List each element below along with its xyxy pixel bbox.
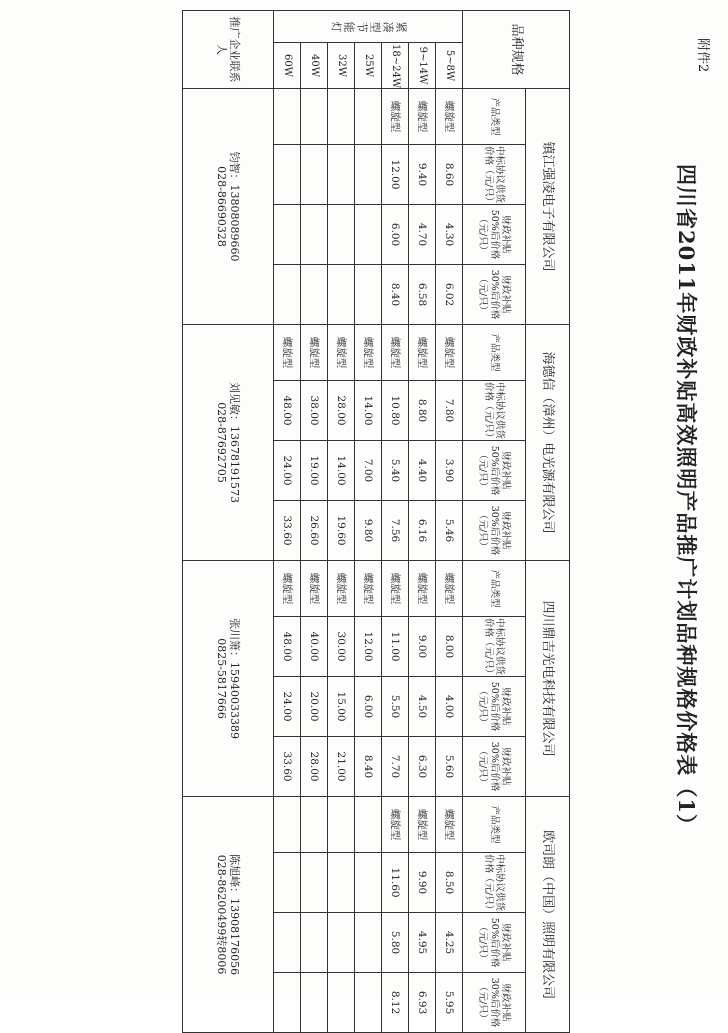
company-header: 四川鼎吉光电科技有限公司 <box>526 561 570 797</box>
product-type-cell: 螺旋型 <box>409 325 436 381</box>
price-cell: 3.90 <box>436 441 463 501</box>
contact-row <box>183 11 274 1033</box>
product-type-cell <box>328 797 355 853</box>
price-cell: 7.80 <box>436 381 463 441</box>
price-cell: 8.40 <box>382 265 409 325</box>
company-header: 镇江强凌电子有限公司 <box>526 89 570 325</box>
product-type-cell <box>328 89 355 145</box>
wattage-spec: 40W <box>301 43 328 89</box>
contact-cell <box>183 89 274 325</box>
price-cell: 9.90 <box>409 853 436 913</box>
price-cell: 19.00 <box>301 441 328 501</box>
wattage-spec: 25W <box>355 43 382 89</box>
product-type-cell: 螺旋型 <box>436 797 463 853</box>
price-cell: 5.60 <box>436 737 463 797</box>
product-type-cell: 螺旋型 <box>355 325 382 381</box>
product-type-cell: 螺旋型 <box>409 89 436 145</box>
price-cell <box>301 973 328 1033</box>
price-cell <box>355 145 382 205</box>
product-type-cell: 螺旋型 <box>274 325 301 381</box>
price-cell <box>355 913 382 973</box>
price-cell <box>328 913 355 973</box>
subsidy-50-header: 财政补贴50%后价格（元/只） <box>463 913 526 973</box>
category-label: 紧凑型节能灯 <box>274 11 463 43</box>
price-cell: 4.50 <box>409 677 436 737</box>
product-type-cell: 螺旋型 <box>274 561 301 617</box>
contact-telephone: 0825-5817666 <box>215 638 228 719</box>
price-cell: 4.00 <box>436 677 463 737</box>
price-cell <box>301 913 328 973</box>
price-cell <box>328 205 355 265</box>
price-cell: 5.95 <box>436 973 463 1033</box>
price-table <box>182 10 570 1033</box>
price-cell: 5.80 <box>382 913 409 973</box>
price-cell: 8.40 <box>355 737 382 797</box>
price-cell: 26.60 <box>301 501 328 561</box>
price-cell <box>301 853 328 913</box>
price-cell: 21.00 <box>328 737 355 797</box>
product-type-cell <box>355 89 382 145</box>
price-cell: 33.60 <box>274 737 301 797</box>
wattage-spec: 60W <box>274 43 301 89</box>
price-cell: 6.58 <box>409 265 436 325</box>
price-cell <box>355 205 382 265</box>
product-type-cell: 螺旋型 <box>301 561 328 617</box>
price-cell: 4.70 <box>409 205 436 265</box>
contact-telephone: 028-86200499转8006 <box>215 854 228 975</box>
bid-price-header: 中标协议供货价格（元/只） <box>463 381 526 441</box>
price-cell <box>274 265 301 325</box>
price-cell: 7.56 <box>382 501 409 561</box>
price-cell: 20.00 <box>301 677 328 737</box>
price-cell: 6.00 <box>355 677 382 737</box>
price-cell: 11.60 <box>382 853 409 913</box>
product-type-cell <box>274 797 301 853</box>
price-cell <box>301 205 328 265</box>
price-cell: 14.00 <box>355 381 382 441</box>
price-cell: 7.00 <box>355 441 382 501</box>
subsidy-30-header: 财政补贴30%后价格（元/只） <box>463 501 526 561</box>
product-type-cell <box>301 797 328 853</box>
bid-price-header: 中标协议供货价格（元/只） <box>463 145 526 205</box>
table-row <box>409 11 436 1033</box>
variety-spec-header: 品种规格 <box>463 11 570 89</box>
price-cell: 8.50 <box>436 853 463 913</box>
price-cell: 6.00 <box>382 205 409 265</box>
price-cell: 8.60 <box>436 145 463 205</box>
price-cell: 9.00 <box>409 617 436 677</box>
subsidy-30-header: 财政补贴30%后价格（元/只） <box>463 265 526 325</box>
product-type-cell: 螺旋型 <box>328 325 355 381</box>
document-title: 四川省2011年财政补贴高效照明产品推广计划品种规格价格表（1） <box>674 163 699 837</box>
price-cell: 5.40 <box>382 441 409 501</box>
price-cell: 5.46 <box>436 501 463 561</box>
price-cell: 4.30 <box>436 205 463 265</box>
product-type-cell: 螺旋型 <box>436 89 463 145</box>
product-type-cell: 螺旋型 <box>355 561 382 617</box>
product-type-header: 产品类型 <box>463 325 526 381</box>
price-cell: 5.50 <box>382 677 409 737</box>
price-cell <box>328 265 355 325</box>
subsidy-50-header: 财政补贴50%后价格（元/只） <box>463 677 526 737</box>
table-row <box>274 11 301 1033</box>
product-type-header: 产品类型 <box>463 797 526 853</box>
table-row <box>382 11 409 1033</box>
subsidy-30-header: 财政补贴30%后价格（元/只） <box>463 973 526 1033</box>
price-cell: 8.12 <box>382 973 409 1033</box>
price-cell <box>328 145 355 205</box>
price-cell <box>355 853 382 913</box>
annex-label: 附件2 <box>695 38 710 73</box>
price-cell: 9.80 <box>355 501 382 561</box>
price-cell <box>328 973 355 1033</box>
wattage-spec: 9~14W <box>409 43 436 89</box>
price-cell: 8.00 <box>436 617 463 677</box>
contact-name-phone: 刘见敏：13678191573 <box>228 382 242 504</box>
product-type-cell: 螺旋型 <box>409 561 436 617</box>
price-cell: 38.00 <box>301 381 328 441</box>
price-cell: 7.70 <box>382 737 409 797</box>
product-type-cell: 螺旋型 <box>436 325 463 381</box>
subsidy-30-header: 财政补贴30%后价格（元/只） <box>463 737 526 797</box>
table-row <box>301 11 328 1033</box>
price-cell <box>301 145 328 205</box>
price-cell: 10.80 <box>382 381 409 441</box>
product-type-cell: 螺旋型 <box>382 561 409 617</box>
product-type-cell: 螺旋型 <box>301 325 328 381</box>
price-cell: 15.00 <box>328 677 355 737</box>
wattage-spec: 5~8W <box>436 43 463 89</box>
price-cell: 14.00 <box>328 441 355 501</box>
price-cell <box>301 265 328 325</box>
price-cell: 40.00 <box>301 617 328 677</box>
price-cell <box>274 973 301 1033</box>
wattage-spec: 18~24W <box>382 43 409 89</box>
price-cell: 30.00 <box>328 617 355 677</box>
product-type-cell <box>274 89 301 145</box>
product-type-header: 产品类型 <box>463 561 526 617</box>
product-type-cell: 螺旋型 <box>382 89 409 145</box>
price-cell: 28.00 <box>301 737 328 797</box>
price-cell <box>274 145 301 205</box>
company-header: 欧司朗（中国）照明有限公司 <box>526 797 570 1033</box>
price-cell: 12.00 <box>382 145 409 205</box>
price-cell: 24.00 <box>274 441 301 501</box>
price-cell: 6.93 <box>409 973 436 1033</box>
price-cell: 48.00 <box>274 617 301 677</box>
price-cell: 48.00 <box>274 381 301 441</box>
contact-label: 推广企业联系人 <box>183 11 274 89</box>
price-cell: 8.80 <box>409 381 436 441</box>
contact-telephone: 028-86690328 <box>215 166 228 247</box>
price-cell: 4.40 <box>409 441 436 501</box>
price-cell: 9.40 <box>409 145 436 205</box>
product-type-cell: 螺旋型 <box>328 561 355 617</box>
product-type-cell: 螺旋型 <box>382 797 409 853</box>
contact-name-phone: 钧智：13808089660 <box>228 151 242 262</box>
subsidy-50-header: 财政补贴50%后价格（元/只） <box>463 441 526 501</box>
price-cell <box>355 265 382 325</box>
price-cell: 24.00 <box>274 677 301 737</box>
table-row <box>328 11 355 1033</box>
price-cell: 4.25 <box>436 913 463 973</box>
bid-price-header: 中标协议供货价格（元/只） <box>463 617 526 677</box>
product-type-cell <box>355 797 382 853</box>
price-cell: 6.02 <box>436 265 463 325</box>
price-cell <box>274 853 301 913</box>
product-type-cell: 螺旋型 <box>409 797 436 853</box>
product-type-header: 产品类型 <box>463 89 526 145</box>
subsidy-50-header: 财政补贴50%后价格（元/只） <box>463 205 526 265</box>
price-cell: 33.60 <box>274 501 301 561</box>
table-row <box>436 11 463 1033</box>
contact-name-phone: 陈旭峰：13908176056 <box>228 854 242 976</box>
bid-price-header: 中标协议供货价格（元/只） <box>463 853 526 913</box>
contact-cell <box>183 561 274 797</box>
price-cell <box>274 205 301 265</box>
price-cell: 12.00 <box>355 617 382 677</box>
price-cell <box>274 913 301 973</box>
table-row <box>355 11 382 1033</box>
product-type-cell <box>301 89 328 145</box>
price-cell: 19.60 <box>328 501 355 561</box>
wattage-spec: 32W <box>328 43 355 89</box>
price-cell <box>328 853 355 913</box>
contact-name-phone: 张川箫：15940033389 <box>228 618 242 740</box>
price-cell: 6.30 <box>409 737 436 797</box>
contact-telephone: 028-87692705 <box>215 402 228 483</box>
product-type-cell: 螺旋型 <box>382 325 409 381</box>
price-cell: 28.00 <box>328 381 355 441</box>
contact-cell <box>183 797 274 1033</box>
price-cell: 4.95 <box>409 913 436 973</box>
price-cell: 11.00 <box>382 617 409 677</box>
price-cell: 6.16 <box>409 501 436 561</box>
price-cell <box>355 973 382 1033</box>
contact-cell <box>183 325 274 561</box>
company-header: 海德信（漳州）电光源有限公司 <box>526 325 570 561</box>
product-type-cell: 螺旋型 <box>436 561 463 617</box>
